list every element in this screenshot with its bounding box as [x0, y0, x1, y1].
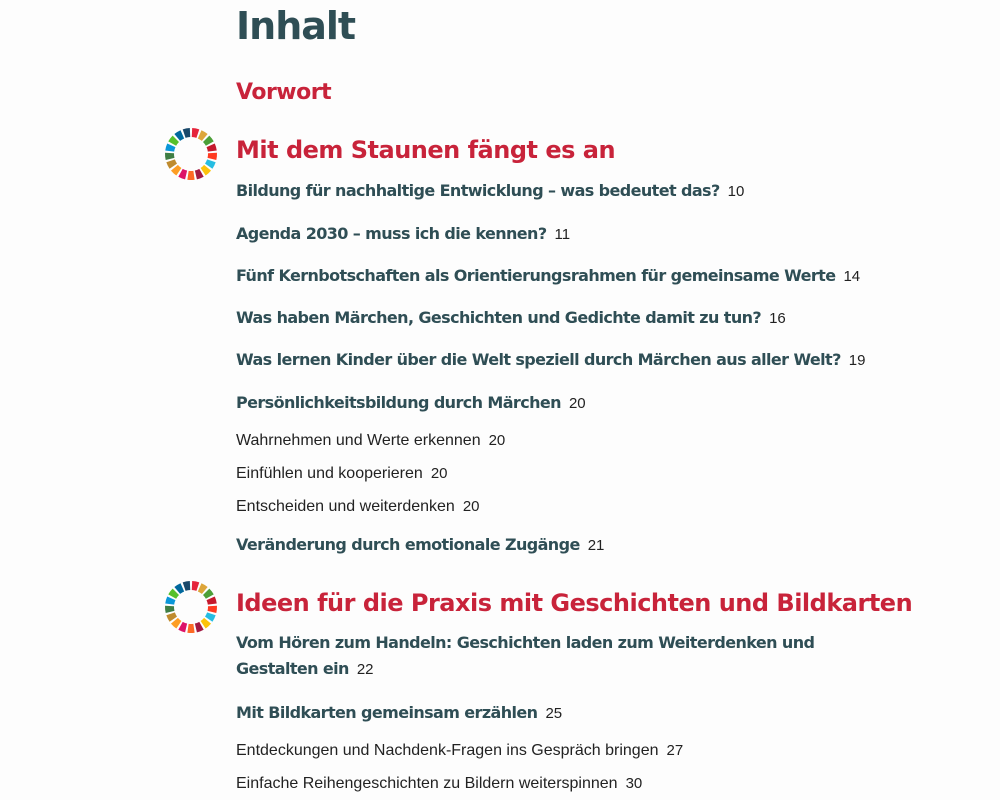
toc-entry-page: 20 [430, 465, 448, 482]
sdg-wheel-segment [165, 143, 175, 151]
toc-entry[interactable] [236, 700, 562, 727]
sdg-wheel-segment [165, 606, 174, 613]
toc-entry-page: 10 [727, 183, 745, 200]
toc-entry-title: Agenda 2030 – muss ich die kennen? [236, 224, 547, 243]
toc-entry-page: 25 [545, 705, 563, 722]
toc-entry-page: 30 [625, 775, 643, 792]
toc-section-vorwort[interactable]: Vorwort [236, 80, 332, 105]
sdg-wheel-segment [187, 624, 194, 633]
sdg-wheel-segment [183, 128, 191, 138]
sdg-wheel-segment [165, 153, 174, 160]
toc-entry-title: Entscheiden und weiterdenken [236, 498, 455, 515]
toc-entry-page: 22 [356, 661, 374, 678]
sdg-wheel-segment [187, 171, 194, 180]
toc-entry[interactable] [236, 263, 860, 290]
toc-subentry[interactable] [236, 461, 448, 487]
toc-entry[interactable] [236, 532, 604, 559]
toc-entry-title: Mit Bildkarten gemeinsam erzählen [236, 703, 538, 722]
toc-entry[interactable] [236, 390, 586, 417]
toc-entry-title: Was lernen Kinder über die Welt speziell durch Märchen aus aller Welt? [236, 350, 841, 369]
toc-entry-title: Einfühlen und kooperieren [236, 465, 423, 482]
toc-entry[interactable] [236, 178, 744, 205]
toc-entry-title: Bildung für nachhaltige Entwicklung – was bedeutet das? [236, 181, 720, 200]
toc-entry-page: 16 [769, 310, 786, 327]
toc-section-heading-praxis[interactable]: Ideen für die Praxis mit Geschichten und Bildkarten [236, 589, 913, 617]
sdg-wheel-segment [207, 143, 217, 151]
toc-entry-title: Fünf Kernbotschaften als Orientierungsrahmen für gemeinsame Werte [236, 266, 836, 285]
toc-entry-page: 21 [587, 537, 605, 554]
sdg-color-wheel-icon [164, 127, 218, 181]
toc-entry-title-line2: Gestalten ein [236, 659, 349, 678]
toc-entry-title: Veränderung durch emotionale Zugänge [236, 535, 580, 554]
toc-subentry[interactable] [236, 494, 480, 520]
toc-entry[interactable] [236, 347, 865, 374]
sdg-wheel-segment [183, 581, 191, 591]
toc-subentry[interactable] [236, 428, 505, 454]
sdg-wheel-segment [192, 128, 200, 138]
sdg-wheel-segment [208, 153, 217, 160]
toc-entry-title: Was haben Märchen, Geschichten und Gedichte damit zu tun? [236, 308, 762, 327]
toc-entry[interactable] [236, 630, 814, 683]
toc-subentry[interactable] [236, 771, 642, 797]
toc-entry-page: 20 [568, 395, 586, 412]
toc-entry[interactable] [236, 221, 570, 248]
sdg-color-wheel-icon [164, 580, 218, 634]
toc-entry-title: Entdeckungen und Nachdenk-Fragen ins Gespräch bringen [236, 742, 659, 759]
toc-entry[interactable] [236, 305, 786, 332]
toc-entry-page: 11 [554, 226, 571, 243]
toc-entry-title-line1: Vom Hören zum Handeln: Geschichten laden zum Weiterdenken und [236, 633, 815, 652]
toc-entry-page: 20 [462, 498, 480, 515]
sdg-wheel-segment [207, 596, 217, 604]
toc-entry-page: 14 [843, 268, 861, 285]
toc-entry-page: 19 [848, 352, 866, 369]
toc-entry-page: 27 [666, 742, 684, 759]
toc-entry-title: Persönlichkeitsbildung durch Märchen [236, 393, 561, 412]
toc-entry-title: Einfache Reihengeschichten zu Bildern weiterspinnen [236, 775, 618, 792]
toc-entry-title: Wahrnehmen und Werte erkennen [236, 432, 481, 449]
page-title: Inhalt [236, 4, 356, 48]
sdg-wheel-segment [208, 606, 217, 613]
toc-section-heading-staunen[interactable]: Mit dem Staunen fängt es an [236, 136, 616, 164]
toc-entry-page: 20 [488, 432, 506, 449]
sdg-wheel-segment [192, 581, 200, 591]
sdg-wheel-segment [165, 596, 175, 604]
toc-subentry[interactable] [236, 738, 683, 764]
